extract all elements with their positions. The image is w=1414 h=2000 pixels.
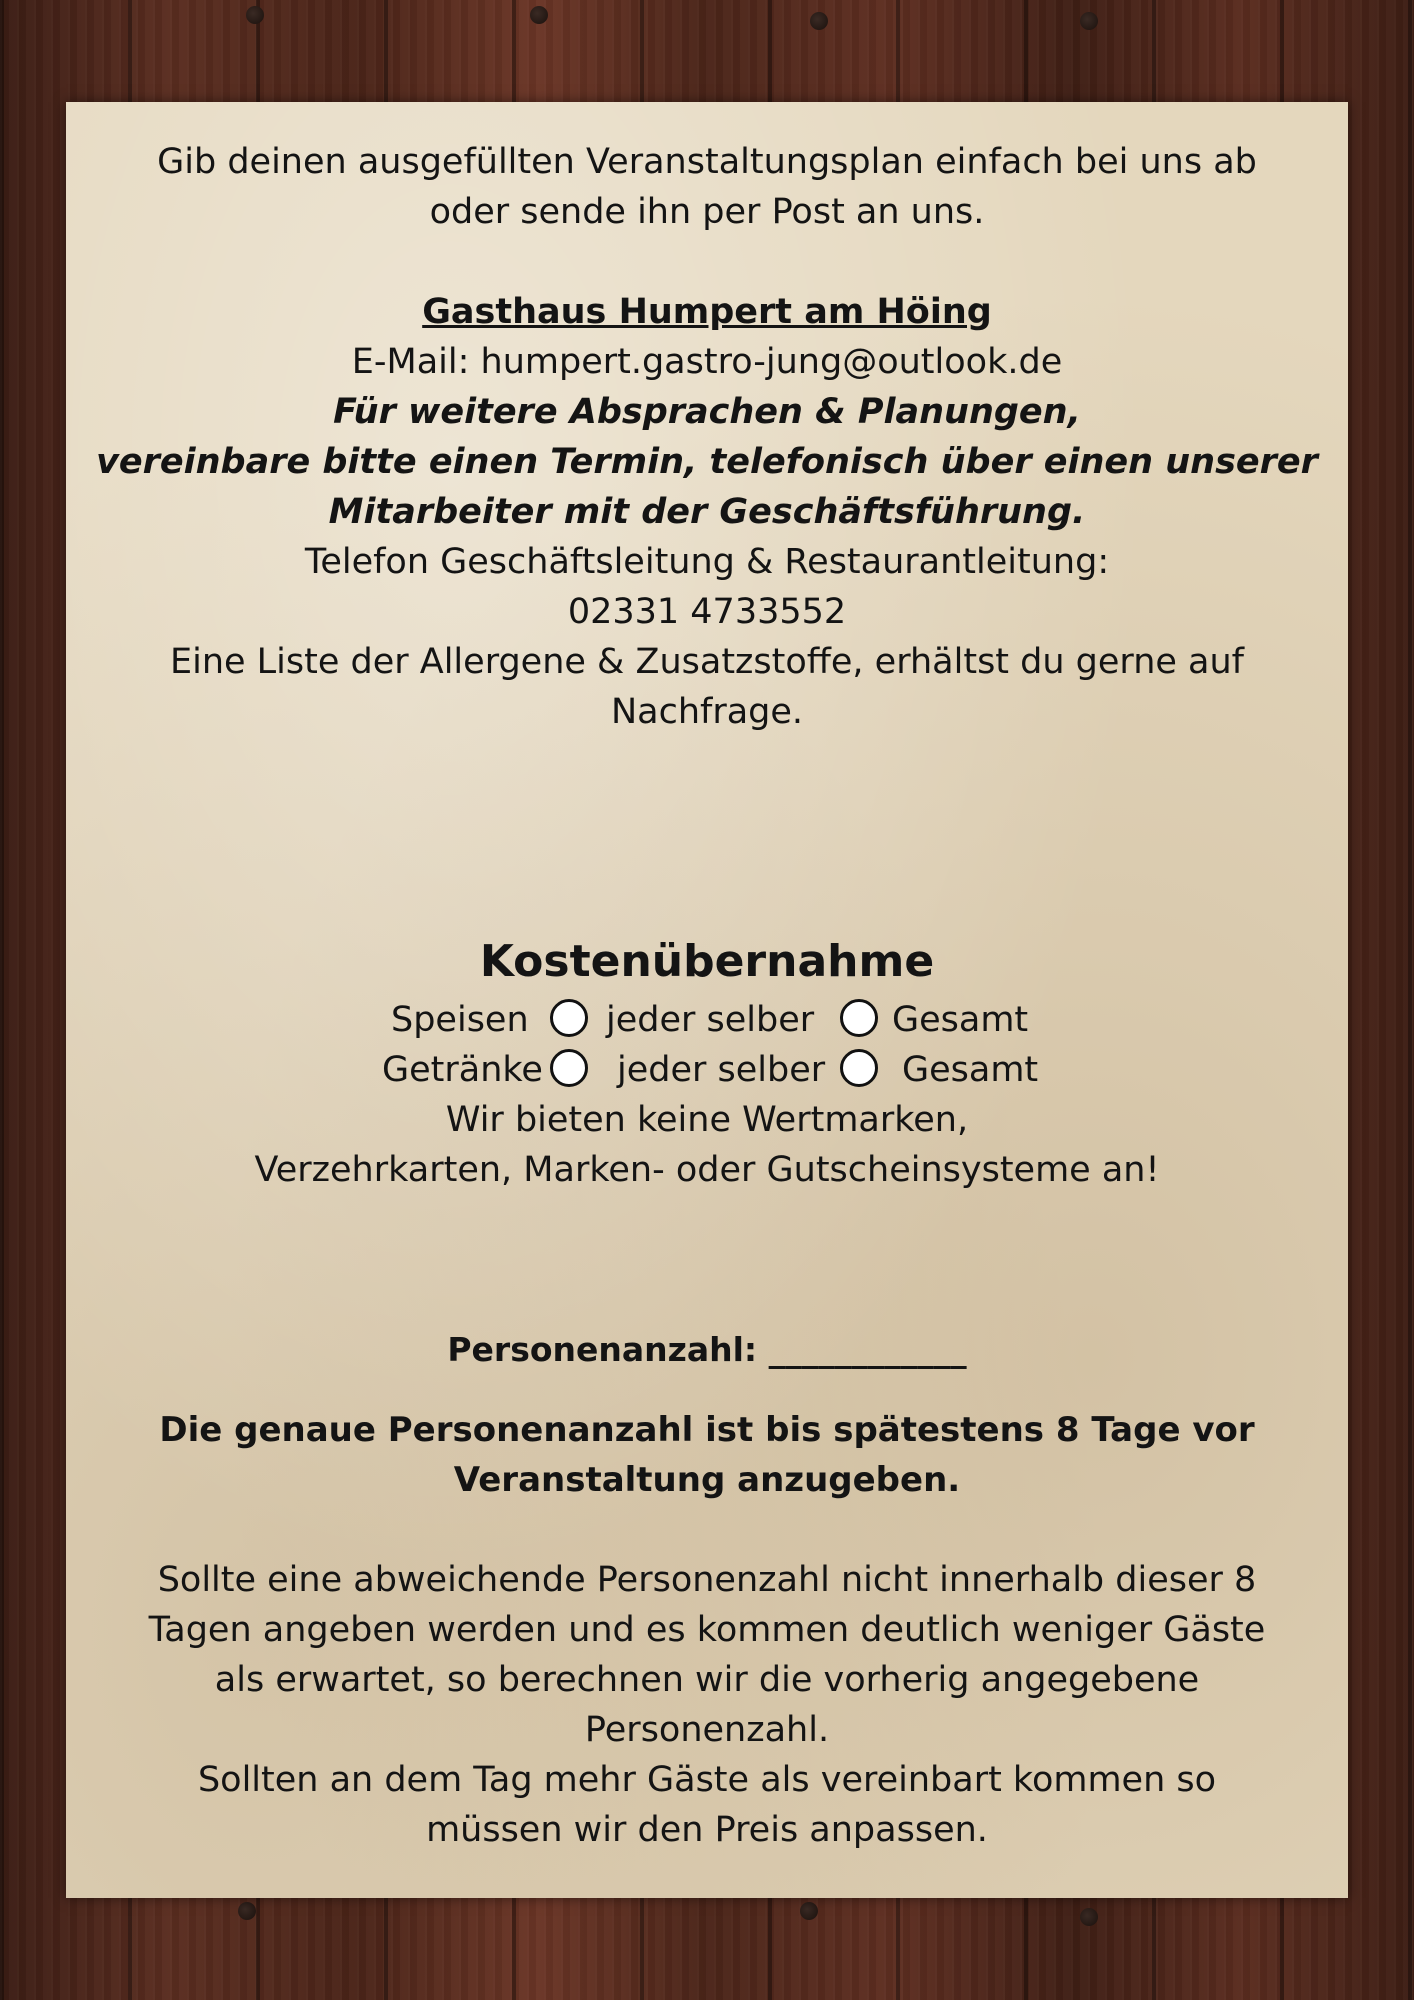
drinks-total-label: Gesamt [902,1050,1039,1090]
voucher-line: Wir bieten keine Wertmarken, [445,1100,969,1140]
deadline-note [66,1405,1348,1505]
drinks-label: Getränke [382,1050,543,1090]
food-cost-row [66,995,1348,1045]
restaurant-name: Gasthaus Humpert am Höing [422,292,992,332]
food-total-radio[interactable] [840,999,878,1037]
drinks-total-radio[interactable] [840,1049,878,1087]
deadline-line: Veranstaltung anzugeben. [453,1460,961,1500]
food-each-label: jeder selber [606,1000,815,1040]
person-count-field[interactable]: Personenanzahl: ____________ [447,1330,967,1369]
intro-line: oder sende ihn per Post an uns. [429,192,985,232]
policy-line: müssen wir den Preis anpassen. [426,1810,988,1850]
drinks-each-label: jeder selber [617,1050,826,1090]
intro-text [66,137,1348,237]
email-text: E-Mail: humpert.gastro-jung@outlook.de [351,342,1063,382]
voucher-note [66,1095,1348,1195]
cost-heading: Kostenübernahme [479,936,935,987]
food-label: Speisen [391,1000,529,1040]
nail [800,1902,818,1920]
appointment-note: vereinbare bitte einen Termin, telefonisch über einen unserer [96,442,1318,482]
policy-note [66,1555,1348,1855]
drinks-each-radio[interactable] [550,1049,588,1087]
appointment-note: Für weitere Absprachen & Planungen, [333,392,1081,432]
contact-section [66,287,1348,737]
policy-line: Personenzahl. [584,1710,830,1750]
policy-line: Sollte eine abweichende Personenzahl nicht innerhalb dieser 8 [157,1560,1257,1600]
drinks-cost-row [66,1045,1348,1095]
intro-line: Gib deinen ausgefüllten Veranstaltungsplan einfach bei uns ab [157,142,1257,182]
food-each-radio[interactable] [550,999,588,1037]
nail [810,12,828,30]
phone-number: 02331 4733552 [567,592,847,632]
policy-line: als erwartet, so berechnen wir die vorherig angegebene [214,1660,1200,1700]
phone-label: Telefon Geschäftsleitung & Restaurantleitung: [304,542,1110,582]
appointment-note: Mitarbeiter mit der Geschäftsführung. [328,492,1086,532]
nail [1080,12,1098,30]
policy-line: Tagen angeben werden und es kommen deutlich weniger Gäste [148,1610,1266,1650]
nail [238,1902,256,1920]
food-total-label: Gesamt [892,1000,1029,1040]
nail [1080,1908,1098,1926]
allergen-note: Eine Liste der Allergene & Zusatzstoffe, erhältst du gerne auf [169,642,1244,682]
policy-line: Sollten an dem Tag mehr Gäste als vereinbart kommen so [197,1760,1217,1800]
deadline-line: Die genaue Personenanzahl ist bis spätestens 8 Tage vor [159,1410,1255,1450]
nail [246,6,264,24]
allergen-note: Nachfrage. [610,692,804,732]
nail [530,6,548,24]
form-sheet [66,102,1348,1898]
voucher-line: Verzehrkarten, Marken- oder Gutscheinsysteme an! [254,1150,1160,1190]
